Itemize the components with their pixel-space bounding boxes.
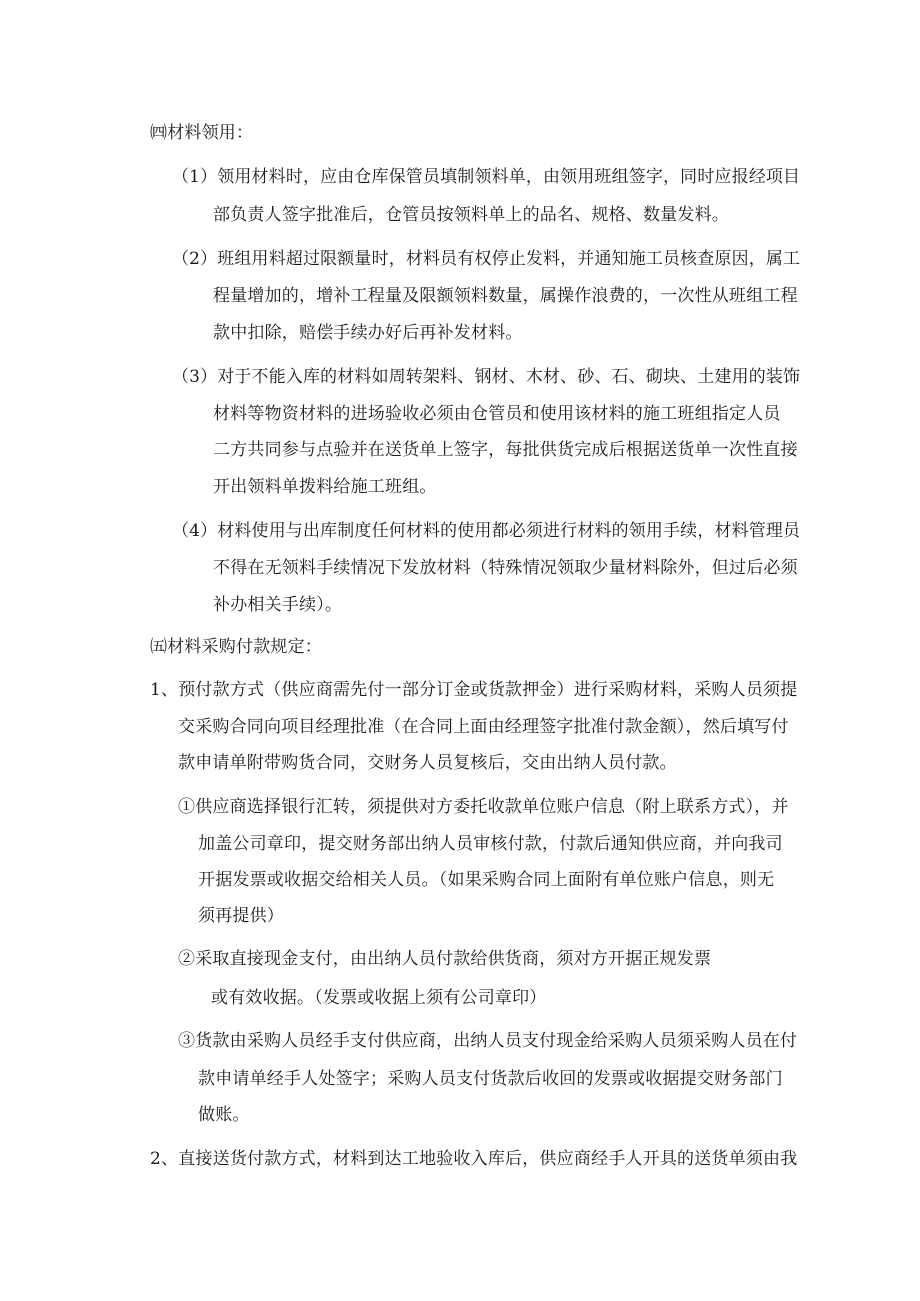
section5-sub1-line1: ①供应商选择银行汇转，须提供对方委托收款单位账户信息（附上联系方式），并	[178, 797, 789, 817]
section4-item3-line4: 开出领料单拨料给施工班组。	[213, 477, 437, 497]
section4-item2-line1: （2）班组用料超过限额量时，材料员有权停止发料，并通知施工员核查原因，属工	[172, 249, 801, 269]
section5-sub3-line2: 款申请单经手人处签字；采购人员支付货款后收回的发票或收据提交财务部门	[198, 1069, 783, 1089]
section5-item1-line3: 款申请单附带购货合同，交财务人员复核后，交由出纳人员付款。	[178, 753, 677, 773]
section5-heading: ㈤材料采购付款规定：	[150, 637, 322, 657]
section5-item1-line2: 交采购合同向项目经理批准（在合同上面由经理签字批准付款金额），然后填写付	[178, 717, 789, 737]
section5-sub3-line1: ③货款由采购人员经手支付供应商，出纳人员支付现金给采购人员须采购人员在付	[178, 1031, 798, 1051]
section4-item1-line2: 部负责人签字批准后，仓管员按领料单上的品名、规格、数量发料。	[213, 205, 729, 225]
section4-item4-line3: 补办相关手续）。	[213, 595, 343, 615]
section4-item4-line1: （4）材料使用与出库制度任何材料的使用都必须进行材料的领用手续，材料管理员	[172, 521, 801, 541]
section5-sub2-line1: ②采取直接现金支付，由出纳人员付款给供货商，须对方开据正规发票	[178, 949, 712, 969]
section4-item2-line3: 款中扣除，赔偿手续办好后再补发材料。	[213, 323, 523, 343]
section4-item3-line2: 材料等物资材料的进场验收必须由仓管员和使用该材料的施工班组指定人员	[213, 404, 781, 424]
section5-item2-line1: 2、直接送货付款方式，材料到达工地验收入库后，供应商经手人开具的送货单须由我	[150, 1149, 798, 1169]
section5-sub2-line2: 或有效收据。（发票或收据上须有公司章印）	[211, 988, 547, 1008]
section4-item2-line2: 程量增加的，增补工程量及限额领料数量，属操作浪费的，一次性从班组工程	[213, 286, 798, 306]
section4-item3-line3: 二方共同参与点验并在送货单上签字，每批供货完成后根据送货单一次性直接	[213, 440, 798, 460]
section4-item1-line1: （1）领用材料时，应由仓库保管员填制领料单，由领用班组签字，同时应报经项目	[172, 167, 801, 187]
section5-item1-line1: 1、预付款方式（供应商需先付一部分订金或货款押金）进行采购材料，采购人员须提	[150, 680, 798, 700]
section5-sub3-line3: 做账。	[198, 1105, 250, 1125]
section4-item4-line2: 不得在无领料手续情况下发放材料（特殊情况领取少量材料除外，但过后必须	[213, 558, 798, 578]
section4-heading: ㈣材料领用：	[150, 123, 254, 143]
section5-sub1-line4: 须再提供）	[198, 906, 284, 926]
section5-sub1-line2: 加盖公司章印，提交财务部出纳人员审核付款，付款后通知供应商，并向我司	[198, 834, 783, 854]
section5-sub1-line3: 开据发票或收据交给相关人员。（如果采购合同上面附有单位账户信息，则无	[198, 870, 775, 890]
section4-item3-line1: （3）对于不能入库的材料如周转架料、钢材、木材、砂、石、砌块、土建用的装饰	[172, 367, 801, 387]
